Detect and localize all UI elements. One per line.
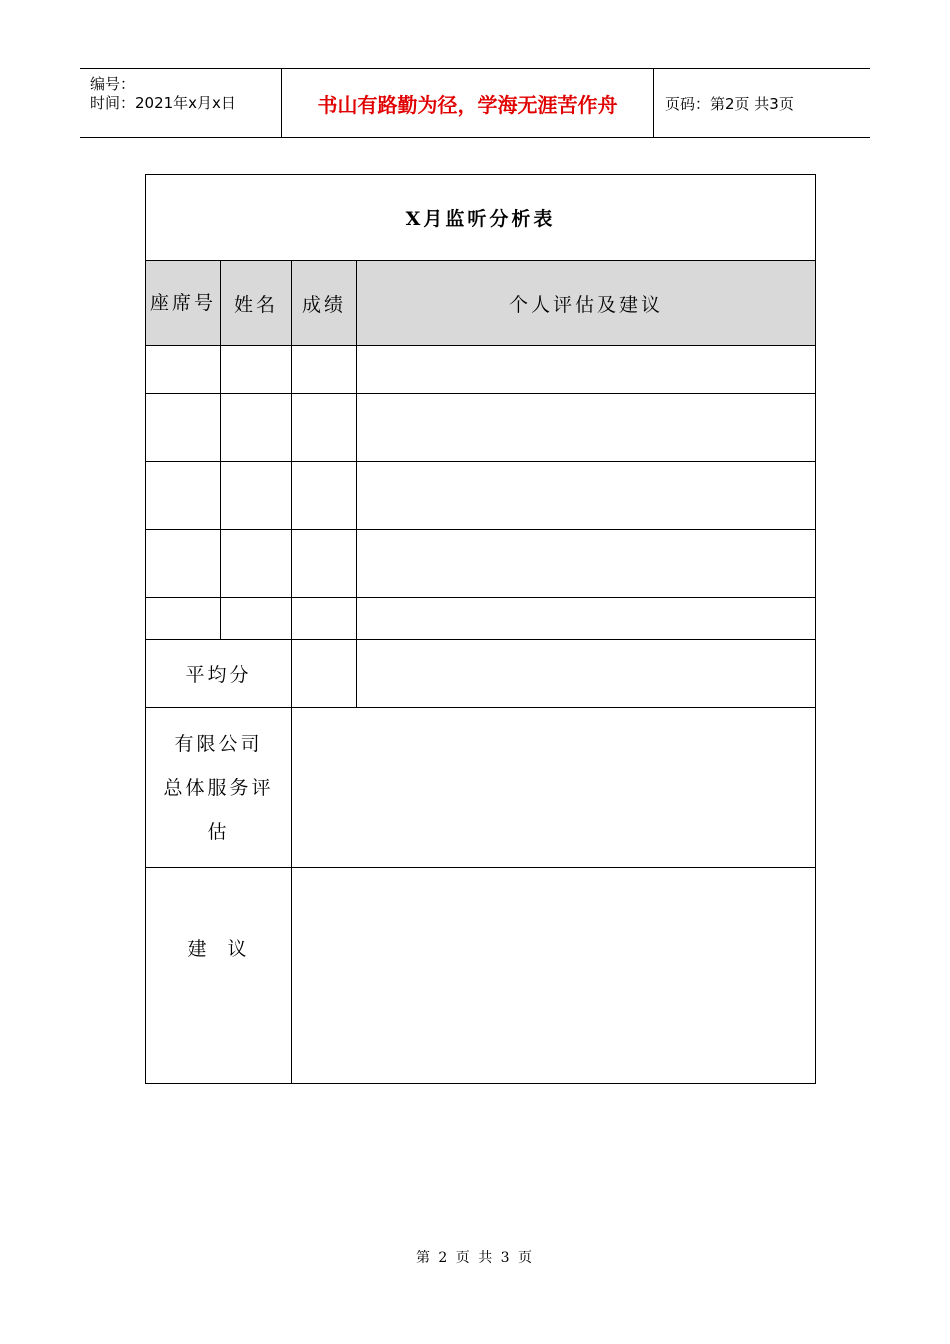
seat-cell[interactable] [146, 598, 221, 640]
average-row [146, 640, 816, 708]
overall-label-line1: 有限公司 [174, 732, 263, 755]
overall-label [146, 708, 292, 868]
table-row [146, 462, 816, 530]
overall-label-line2: 总体服务评 [163, 776, 274, 799]
name-cell[interactable] [221, 598, 292, 640]
name-cell[interactable] [221, 346, 292, 394]
evaluation-cell[interactable] [357, 462, 816, 530]
time-label: 时间：2021年x月x日 [90, 94, 236, 112]
name-cell[interactable] [221, 462, 292, 530]
column-header-evaluation: 个人评估及建议 [357, 261, 816, 346]
column-header-score: 成绩 [292, 261, 357, 346]
evaluation-cell[interactable] [357, 598, 816, 640]
score-cell[interactable] [292, 462, 357, 530]
table-row [146, 530, 816, 598]
table-header-row [146, 261, 816, 346]
suggestion-row [146, 868, 816, 1084]
table-row [146, 346, 816, 394]
suggestion-label: 建 议 [146, 868, 292, 1084]
number-label: 编号： [90, 75, 136, 93]
evaluation-cell[interactable] [357, 346, 816, 394]
name-cell[interactable] [221, 530, 292, 598]
score-cell[interactable] [292, 346, 357, 394]
page-label: 页码：第2页 共3页 [665, 95, 794, 113]
score-cell[interactable] [292, 530, 357, 598]
evaluation-cell[interactable] [357, 530, 816, 598]
overall-row [146, 708, 816, 868]
table-row [146, 394, 816, 462]
score-cell[interactable] [292, 394, 357, 462]
page-footer: 第 2 页 共 3 页 [415, 1250, 535, 1266]
motto-text: 书山有路勤为径，学海无涯苦作舟 [282, 69, 654, 137]
header-meta-cell [80, 69, 282, 137]
name-cell[interactable] [221, 394, 292, 462]
overall-label-line3: 估 [207, 820, 230, 843]
seat-cell[interactable] [146, 346, 221, 394]
average-score-cell[interactable] [292, 640, 357, 708]
suggestion-cell[interactable] [292, 868, 816, 1084]
document-header [80, 68, 870, 138]
seat-cell[interactable] [146, 530, 221, 598]
table-title: X月监听分析表 [146, 175, 816, 261]
average-label: 平均分 [146, 640, 292, 708]
table-row [146, 598, 816, 640]
average-evaluation-cell[interactable] [357, 640, 816, 708]
column-header-name: 姓名 [221, 261, 292, 346]
seat-cell[interactable] [146, 394, 221, 462]
column-header-seat: 座席号 [146, 261, 221, 346]
monitoring-analysis-table [145, 174, 816, 1084]
score-cell[interactable] [292, 598, 357, 640]
overall-evaluation-cell[interactable] [292, 708, 816, 868]
evaluation-cell[interactable] [357, 394, 816, 462]
seat-cell[interactable] [146, 462, 221, 530]
